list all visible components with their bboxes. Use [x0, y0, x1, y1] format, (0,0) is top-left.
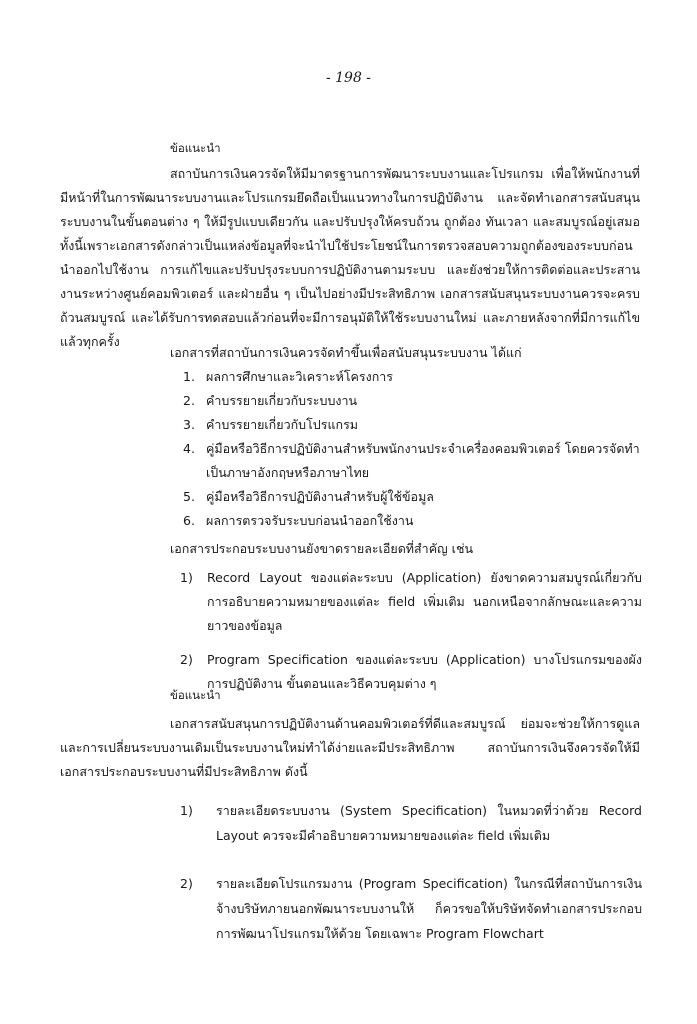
- list-item-text: รายละเอียดโปรแกรมงาน (Program Specification) ในกรณีที่สถาบันการเงินจ้างบริษัทภายนอกพัฒนาระบบงานให้ ก็ควรขอให้บริษัทจัดทำเอกสารประกอบการพัฒนาโปรแกรมให้ด้วย โดยเฉพาะ Program Flowchart: [216, 876, 642, 941]
- list-item-text: คู่มือหรือวิธีการปฏิบัติงานสำหรับผู้ใช้ข้อมูล: [206, 489, 434, 504]
- missing-details-list: [180, 566, 642, 696]
- list-item: [180, 566, 642, 638]
- page-number: - 198 -: [325, 70, 372, 86]
- documents-intro: เอกสารที่สถาบันการเงินควรจัดทำขึ้นเพื่อสนับสนุนระบบงาน ได้แก่: [170, 345, 522, 360]
- recommendation-paragraph: [60, 162, 640, 354]
- list-item-number: 4.: [183, 441, 195, 456]
- list-item: [183, 365, 643, 389]
- recommendation-paragraph-text: สถาบันการเงินควรจัดให้มีมาตรฐานการพัฒนาระบบงานและโปรแกรม เพื่อให้พนักงานที่มีหน้าที่ในการพัฒนาระบบงานและโปรแกรมยึดถือเป็นแนวทางในการปฏิบัติงาน และจัดทำเอกสารสนับสนุนระบบงานในขั้นตอนต่าง ๆ ให้มีรูปแบบเดียวกัน และปรับปรุงให้ครบถ้วน ถูกต้อง ทันเวลา และสมบูรณ์อยู่เสมอทั้งนี้เพราะเอกสารดังกล่าวเป็นแหล่งข้อมูลที่จะนำไปใช้ประโยชน์ในการตรวจสอบความถูกต้องของระบบก่อนนำออกไปใช้งาน การแก้ไขและปรับปรุงระบบการปฏิบัติงานตามระบบ และยังช่วยให้การติดต่อและประสานงานระหว่างศูนย์คอมพิวเตอร์ และฝ่ายอื่น ๆ เป็นไปอย่างมีประสิทธิภาพ เอกสารสนับสนุนระบบงานควรจะครบถ้วนสมบูรณ์ และได้รับการทดสอบแล้วก่อนที่จะมีการอนุมัติให้ใช้ระบบงานใหม่ และภายหลังจากที่มีการแก้ไขแล้วทุกครั้ง: [60, 166, 640, 349]
- list-item: [183, 413, 643, 437]
- documents-list: [183, 365, 643, 533]
- list-item: [183, 509, 643, 533]
- recommendation-list: [180, 798, 642, 946]
- list-item-text: Program Specification ของแต่ละระบบ (Application) บางโปรแกรมของผังการปฏิบัติงาน ขั้นตอนและวิธีควบคุมต่าง ๆ: [207, 652, 642, 691]
- list-item-number: 5.: [183, 489, 195, 504]
- list-item-text: ผลการศึกษาและวิเคราะห์โครงการ: [206, 369, 394, 384]
- list-item-text: รายละเอียดระบบงาน (System Specification) ในหมวดที่ว่าด้วย Record Layout ควรจะมีคำอธิบายความหมายของแต่ละ field เพิ่มเติม: [216, 803, 642, 843]
- list-item-number: 1): [180, 803, 193, 818]
- list-item: [180, 871, 642, 946]
- missing-details-intro: เอกสารประกอบระบบงานยังขาดรายละเอียดที่สำคัญ เช่น: [170, 541, 473, 556]
- list-item-text: Record Layout ของแต่ละระบบ (Application) ยังขาดความสมบูรณ์เกี่ยวกับการอธิบายความหมายของแต่ละ field เพิ่มเติม นอกเหนือจากลักษณะและความยาวของข้อมูล: [207, 570, 642, 633]
- list-item: [183, 437, 643, 485]
- list-item: [180, 798, 642, 848]
- list-item: [183, 485, 643, 509]
- list-item-number: 3.: [183, 417, 195, 432]
- list-item-text: คำบรรยายเกี่ยวกับระบบงาน: [206, 393, 358, 408]
- list-item-text: คำบรรยายเกี่ยวกับโปรแกรม: [206, 417, 359, 432]
- section-heading-recommendation: ข้อแนะนำ: [170, 141, 221, 155]
- list-item-text: คู่มือหรือวิธีการปฏิบัติงานสำหรับพนักงานประจำเครื่องคอมพิวเตอร์ โดยควรจัดทำเป็นภาษาอังกฤษหรือภาษาไทย: [206, 441, 640, 480]
- list-item-text: ผลการตรวจรับระบบก่อนนำออกใช้งาน: [206, 513, 414, 528]
- recommendation-paragraph-2-text: เอกสารสนับสนุนการปฏิบัติงานด้านคอมพิวเตอร์ที่ดีและสมบูรณ์ ย่อมจะช่วยให้การดูแลและการเปลี่ยนระบบงานเดิมเป็นระบบงานใหม่ทำได้ง่ายและมีประสิทธิภาพ สถาบันการเงินจึงควรจัดให้มีเอกสารประกอบระบบงานที่มีประสิทธิภาพ ดังนี้: [60, 716, 640, 779]
- list-item-number: 1.: [183, 369, 195, 384]
- section-heading-recommendation-2: ข้อแนะนำ: [170, 688, 221, 702]
- list-item-number: 2.: [183, 393, 195, 408]
- list-item-number: 6.: [183, 513, 195, 528]
- list-item-number: 2): [180, 652, 193, 667]
- list-item-number: 1): [180, 570, 193, 585]
- list-item: [183, 389, 643, 413]
- recommendation-paragraph-2: [60, 712, 640, 784]
- list-item-number: 2): [180, 876, 193, 891]
- list-item: [180, 648, 642, 696]
